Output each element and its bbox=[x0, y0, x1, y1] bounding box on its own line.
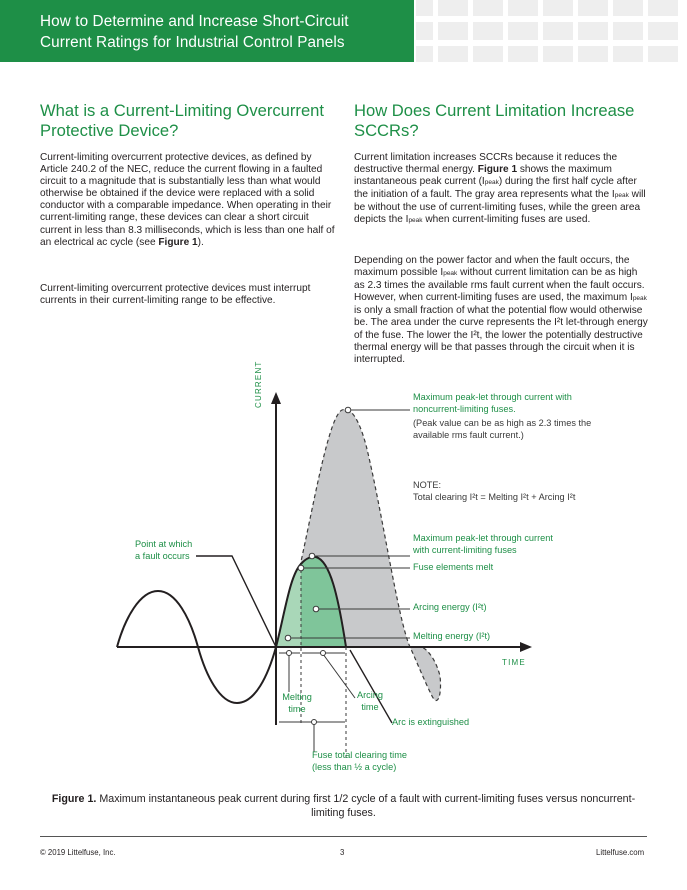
label-peak-value-line1: (Peak value can be as high as 2.3 times the bbox=[413, 418, 592, 428]
label-max-peak-noncl-line2: noncurrent-limiting fuses. bbox=[413, 403, 516, 414]
label-max-peak-cl-line1: Maximum peak-let through current bbox=[413, 533, 553, 543]
right-p2-subscript-2: peak bbox=[632, 295, 647, 303]
right-p1-figure-ref: Figure 1 bbox=[477, 164, 518, 176]
label-fault-point bbox=[135, 539, 192, 562]
caption-text: Maximum instantaneous peak current during first 1/2 cycle of a fault with current-limiting fuses versus noncurrent-limiting fuses. bbox=[96, 793, 636, 820]
current-axis-arrow bbox=[271, 392, 281, 404]
right-p1-text-c: ) during the first half cycle after the initiation of a fault. The gray area represents what the I bbox=[354, 176, 637, 201]
time-axis-arrow bbox=[520, 642, 532, 652]
figure-1 bbox=[0, 360, 687, 785]
dot-arcing-time bbox=[321, 651, 326, 656]
left-p1-text-a: Current-limiting overcurrent protective devices, as defined by Article 240.2 of the NEC, reduce the current flowing in a faulted circuit to a magnitude that is substantially less than what would otherwise be obtained if the device were replaced with a solid conductor with a comparable impedance. When operating in their current-limiting range, these devices can clear a short circuit current in less than 8.3 milliseconds, which is less than one half of an electrical ac cycle (see bbox=[40, 152, 335, 248]
label-max-peak-cl bbox=[413, 533, 553, 556]
label-max-peak-noncl-line1: Maximum peak-let through current with bbox=[413, 392, 572, 402]
label-arcing-energy: Arcing energy (I²t) bbox=[413, 602, 487, 612]
label-melting-time-line1: Melting bbox=[282, 692, 312, 702]
label-arcing-time bbox=[346, 690, 394, 713]
footer-copyright: © 2019 Littelfuse, Inc. bbox=[40, 848, 116, 857]
left-p1-figure-ref: Figure 1 bbox=[158, 236, 198, 248]
document-title-line2: Current Ratings for Industrial Control Panels bbox=[40, 34, 345, 51]
right-p1-text-a: Current limitation increases SCCRs because it reduces the destructive thermal energy. bbox=[354, 152, 618, 176]
left-heading-line1: What is a Current-Limiting Overcurrent bbox=[40, 101, 325, 120]
right-p1-text-e: when current-limiting fuses are used. bbox=[422, 214, 591, 226]
label-arc-extinguished: Arc is extinguished bbox=[392, 717, 470, 727]
footer-site: Littelfuse.com bbox=[596, 848, 645, 857]
label-melting-time-line2: time bbox=[288, 703, 306, 714]
right-p2-text-b: without current limitation can be as high as 2.3 times the available rms fault current when the fault occurs. However, when current-limiting fuses are used, the maximum I bbox=[354, 267, 645, 304]
dot-total-clearing bbox=[312, 720, 317, 725]
dot-melting-energy bbox=[285, 635, 291, 641]
label-fault-point-line1: Point at which bbox=[135, 539, 193, 549]
label-total-clearing-line1: Fuse total clearing time bbox=[312, 750, 407, 760]
right-p1-text-b: shows the maximum instantaneous peak current (I bbox=[354, 164, 612, 188]
right-p2-text-c: is only a small fraction of what the potential flow would otherwise be. The area under the curve represents the I²t let-through energy of the fuse. The lower the I²t, the lower the potentially destructive thermal energy will be that passes through the circuit when it is interrupted. bbox=[354, 305, 648, 365]
label-arcing-time-line2: time bbox=[361, 701, 379, 712]
dot-max-peak-cl bbox=[309, 553, 315, 559]
label-total-clearing bbox=[312, 750, 407, 773]
right-paragraph-2 bbox=[354, 255, 650, 366]
right-heading-line2: SCCRs? bbox=[354, 121, 419, 140]
right-heading-line1: How Does Current Limitation Increase bbox=[354, 101, 635, 120]
left-paragraph-2: Current-limiting overcurrent protective devices must interrupt currents in their current-limiting range to be effective. bbox=[40, 283, 311, 307]
note-title: NOTE: bbox=[413, 480, 442, 490]
label-max-peak-noncl bbox=[413, 392, 572, 415]
footer-page-number: 3 bbox=[340, 848, 345, 857]
label-peak-value-line2: available rms fault current.) bbox=[413, 429, 524, 440]
footer-divider bbox=[40, 836, 647, 837]
label-peak-value bbox=[413, 418, 591, 441]
right-section-heading bbox=[354, 101, 654, 141]
left-paragraph-1 bbox=[40, 152, 335, 249]
label-melting-energy: Melting energy (I²t) bbox=[413, 631, 491, 641]
label-total-clearing-line2: (less than ½ a cycle) bbox=[312, 761, 397, 772]
left-p1-text-b: ). bbox=[197, 236, 204, 248]
document-title-line1: How to Determine and Increase Short-Circuit bbox=[40, 13, 349, 30]
right-p1-subscript-2: peak bbox=[614, 192, 629, 200]
label-max-peak-cl-line2: with current-limiting fuses bbox=[413, 544, 517, 555]
caption-figure-number: Figure 1. bbox=[51, 793, 97, 805]
time-axis-label: TIME bbox=[502, 658, 526, 667]
dot-melting-time bbox=[287, 651, 292, 656]
dot-max-peak-noncl bbox=[345, 407, 351, 413]
left-section-heading bbox=[40, 101, 340, 141]
dot-arcing-energy bbox=[313, 606, 319, 612]
note bbox=[413, 480, 575, 503]
right-p1-subscript-3: peak bbox=[408, 217, 423, 225]
header-decorative-grid bbox=[414, 0, 687, 62]
right-paragraph-1 bbox=[354, 152, 650, 228]
figure-caption bbox=[40, 792, 647, 821]
dot-fuse-melt bbox=[298, 565, 304, 571]
label-fuse-melt: Fuse elements melt bbox=[413, 562, 494, 572]
current-axis-label: CURRENT bbox=[254, 360, 263, 408]
header-banner bbox=[0, 0, 414, 62]
label-melting-time bbox=[272, 692, 322, 715]
label-fault-point-line2: a fault occurs bbox=[135, 550, 190, 561]
left-heading-line2: Protective Device? bbox=[40, 121, 179, 140]
right-p1-subscript-1: peak bbox=[484, 179, 499, 187]
note-text: Total clearing I²t = Melting I²t + Arcing I²t bbox=[413, 491, 576, 502]
leader-fault-point bbox=[196, 556, 276, 647]
right-p2-text-a: Depending on the power factor and when the fault occurs, the maximum possible I bbox=[354, 255, 630, 279]
label-arcing-time-line1: Arcing bbox=[356, 690, 384, 700]
document-title bbox=[40, 11, 349, 53]
right-p1-text-d: will be without the use of current-limiting fuses, while the green area depicts the I bbox=[354, 189, 646, 226]
right-p2-subscript-1: peak bbox=[443, 270, 458, 278]
